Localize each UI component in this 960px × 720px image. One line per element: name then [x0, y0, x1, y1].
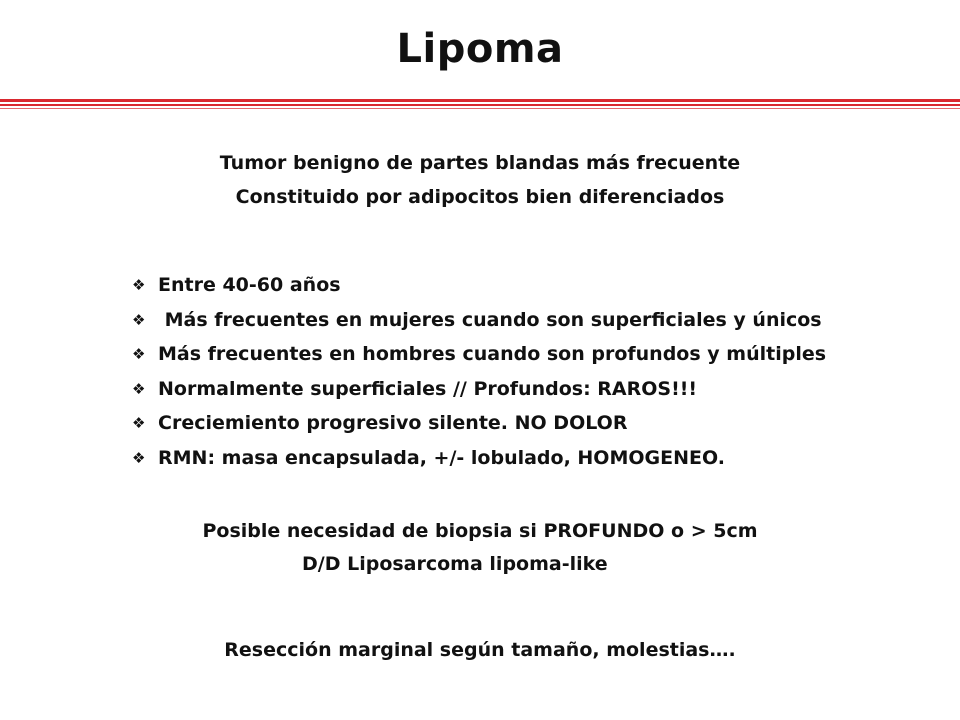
bullet-item: [132, 268, 826, 303]
diamond-bullet-icon: ❖: [132, 379, 146, 398]
biopsy-line-2: D/D Liposarcoma lipoma-like: [302, 553, 608, 575]
title-divider: [0, 99, 960, 102]
bullet-item: [132, 441, 826, 476]
bullet-text: Creciemiento progresivo silente. NO DOLOR: [158, 412, 628, 434]
title-divider: [0, 104, 960, 106]
intro-line-1: Tumor benigno de partes blandas más frecuente: [219, 152, 741, 174]
bullet-item: [132, 303, 826, 338]
bullet-text: Normalmente superficiales // Profundos: RAROS!!!: [158, 377, 698, 400]
diamond-bullet-icon: ❖: [132, 414, 146, 432]
bullet-text: Entre 40-60 años: [158, 274, 341, 296]
diamond-bullet-icon: ❖: [132, 345, 146, 363]
diamond-bullet-icon: ❖: [132, 448, 146, 467]
bullet-item: [132, 406, 826, 441]
intro-line-2: Constituido por adipocitos bien diferenciados: [235, 186, 725, 208]
resection-note: Resección marginal según tamaño, molestias….: [224, 639, 736, 661]
diamond-bullet-icon: ❖: [132, 276, 146, 294]
title-divider: [0, 108, 960, 109]
bullet-text: RMN: masa encapsulada, +/- lobulado, HOMOGENEO.: [158, 446, 725, 469]
slide-title: Lipoma: [396, 26, 564, 72]
bullet-item: [132, 337, 826, 372]
biopsy-line-1: Posible necesidad de biopsia si PROFUNDO o > 5cm: [202, 520, 758, 542]
diamond-bullet-icon: ❖: [132, 310, 146, 329]
bullet-list: [132, 268, 826, 475]
bullet-item: [132, 372, 826, 407]
bullet-text: Más frecuentes en hombres cuando son profundos y múltiples: [158, 343, 827, 365]
bullet-text: Más frecuentes en mujeres cuando son superficiales y únicos: [158, 308, 822, 331]
